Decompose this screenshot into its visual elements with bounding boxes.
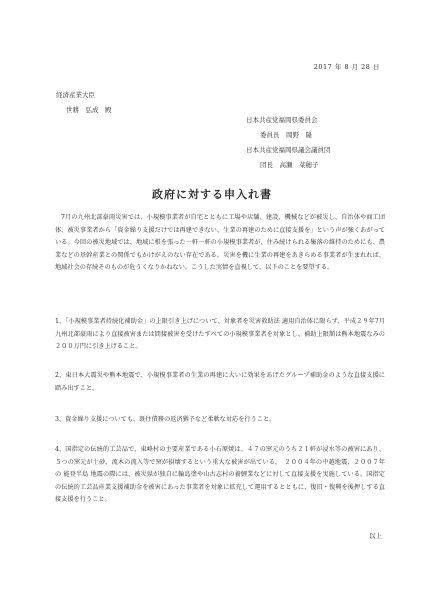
- closing-mark: 以上: [369, 532, 382, 540]
- intro-paragraph: 7月の九州北部豪雨災害では、小規模事業者が自宅とともに工場や店舗、建設、機械などが被災し、自治体や商工団体、被災事業者から「資金繰り支援だけでは再建できない、生業の再建のために直接支援を」という声が強くあがっている。今回の被災地域では、地域に根を張った一軒一軒の小規模事業者が、住み続けられる集落の維持のためにも、農業などの基幹産業との関係でもかけがえのない存在である。災害を機に生業の再建をあきらめる事業者が生まれれば、地域社会の存続そのものが危うくなりかねない。こうした実情を直視して、以下のことを要望する。: [55, 214, 385, 271]
- sender-org-2: 日本共産党福岡県議会議員団: [246, 146, 331, 154]
- sender-org-1: 日本共産党福岡県委員会: [246, 116, 318, 124]
- addressee-name: 世耕 弘成 殿: [66, 106, 112, 114]
- sender-block: [246, 113, 331, 173]
- sender-person-1: 委員長 岡野 隆: [260, 131, 312, 139]
- request-item-1: 1、「小規模事業者持続化補助金」の上限引き上げについて、対象者を災害救助法 適用自治体に限らず、平成２９年7月九州北部豪雨により直接被害または間接被害を受けたすべての小規模事業者を対象とし、補助上限額は熊本地震なみの２００万円に引き上げること。: [55, 318, 385, 350]
- sender-person-2: 団長 高瀬 菜穂子: [260, 161, 319, 169]
- request-item-3: 3、資金繰り支援についても、既往債務の返済猶予など柔軟な対応を行うこと。: [55, 416, 276, 423]
- addressee-title: 経済産業大臣: [56, 91, 95, 99]
- request-item-4: 4、国指定の伝統的工芸品で、東峰村の主要産業である小石原焼は、４７の窯元のうち２１軒が浸水等の被害にあり、５つの窯元が土砂、流木の流入等で窯が損壊するという重大な被害が出ている。 ２００４年の中越地震、２００７年の 能登半島 地震の際には、被災県が独自に輪島塗や山古志村の養鯉業などに対して直接支援を実施している。国指定の伝統的工芸品産業支援補助金を被害にあった事業者を対象に拡充して運用するとともに、復旧・復興を後押しする直接支援を行うこと。: [55, 446, 385, 503]
- document-date: 2017 年 8 月 28 日: [313, 63, 380, 71]
- document-title: 政府に対する申入れ書: [152, 188, 272, 201]
- addressee-block: [56, 88, 112, 118]
- request-item-2: 2、東日本大震災や熊本地震で、小規模事業者の生業の再建に大いに効果をあげたグループ補助金のような直接支援に踏み出すこと。: [55, 372, 385, 392]
